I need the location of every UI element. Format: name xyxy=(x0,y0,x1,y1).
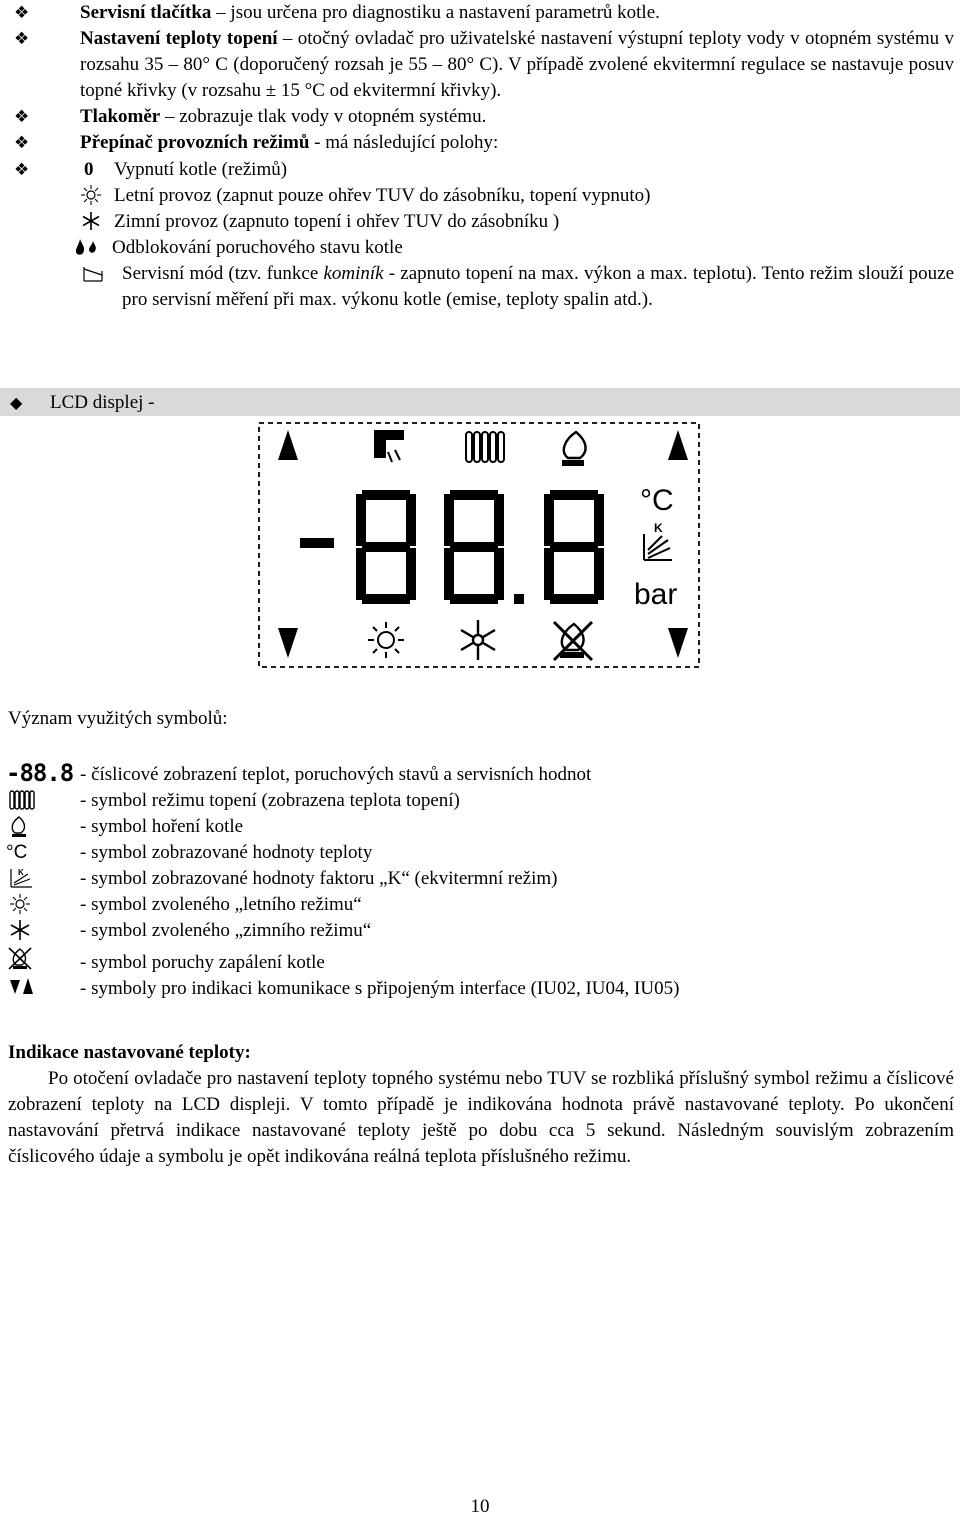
k-factor-icon xyxy=(6,866,70,890)
legend-item-ignition-fault: - symbol poruchy zapálení kotle xyxy=(80,952,325,973)
lcd-digit-3 xyxy=(544,490,604,604)
lcd-digit-1 xyxy=(356,490,416,604)
svg-text:K: K xyxy=(18,868,24,877)
diamond-bullet-icon: ❖ xyxy=(14,107,30,127)
lcd-up-arrow-right-icon xyxy=(668,430,688,460)
legend-item-k-factor: - symbol zobrazované hodnoty faktoru „K“ (ekvitermní režim) xyxy=(80,868,558,889)
legend-item-celsius: - symbol zobrazované hodnoty teploty xyxy=(80,842,373,863)
legend-item-sun: - symbol zvoleného „letního režimu“ xyxy=(80,894,362,915)
prepinac-text: - má následující polohy: xyxy=(309,132,499,153)
radiator-icon xyxy=(6,788,70,812)
lcd-down-arrow-right-icon xyxy=(668,628,688,658)
bullet-nastaveni xyxy=(80,26,954,104)
mode-unlock-text: Odblokování poruchového stavu kotle xyxy=(112,237,403,258)
lcd-up-arrow-left-icon xyxy=(278,430,298,460)
snowflake-icon xyxy=(6,918,70,942)
lcd-digits xyxy=(300,490,604,604)
bullet-servis xyxy=(80,0,954,26)
mode-off-text: Vypnutí kotle (režimů) xyxy=(114,159,288,180)
legend-item-snowflake: - symbol zvoleného „zimního režimu“ xyxy=(80,920,372,941)
mode-summer-text: Letní provoz (zapnut pouze ohřev TUV do zásobníku, topení vypnuto) xyxy=(114,185,651,206)
lcd-snowflake-icon xyxy=(461,620,495,660)
snowflake-icon xyxy=(76,209,106,233)
lcd-minus-segment xyxy=(300,538,334,548)
prepinac-title: Přepínač provozních režimů xyxy=(80,132,310,153)
diamond-bullet-icon: ❖ xyxy=(14,133,30,153)
indikace-title: Indikace nastavované teploty: xyxy=(8,1042,251,1063)
diamond-bullet-icon: ❖ xyxy=(14,29,30,49)
lcd-k-factor-icon xyxy=(644,521,672,560)
flame-icon xyxy=(6,814,70,838)
lcd-flame-icon xyxy=(562,432,586,466)
lcd-unit-celsius: °C xyxy=(640,484,674,517)
lcd-decimal-point xyxy=(514,594,524,604)
legend-item-flame: - symbol hoření kotle xyxy=(80,816,244,837)
nastaveni-text: – otočný ovladač pro uživatelské nastavení výstupní teploty vody v otopném systému v rozsahu 35 – 80° C (doporučený rozsah je 55 – 80° C). V případě zvolené ekvitermní regulace se nastavuje posuv topné křivky (v rozsahu ± 15 °C od ekvitermní křivky). xyxy=(80,28,954,101)
legend-item-radiator: - symbol režimu topení (zobrazena teplota topení) xyxy=(80,790,460,811)
mode-off-symbol: 0 xyxy=(84,159,94,180)
mode-service-text: Servisní mód (tzv. funkce kominík - zapnuto topení na max. výkon a max. teplotu). Tento režim slouží pouze pro servisní měření při max. výkonu kotle (emise, teploty spalin atd.). xyxy=(122,263,955,310)
diamond-icon: ◆ xyxy=(10,393,23,412)
page-number: 10 xyxy=(470,1496,490,1517)
indikace-paragraph: Po otočení ovladače pro nastavení teploty topného systému nebo TUV se rozbliká příslušný symbol režimu a číslicové zobrazení teploty na LCD displeji. V tomto případě je indikována hodnota právě nastavované teploty. Po ukončení nastavování přetrvá indikace nastavované teploty ještě po dobu cca 5 sekund. Následným souvislým zobrazením číslicového údaje a symbolu je opět indikována reálná teplota příslušného režimu. xyxy=(8,1068,954,1167)
lcd-unit-bar: bar xyxy=(634,578,678,611)
tlakomer-title: Tlakoměr xyxy=(80,106,161,127)
water-drops-icon xyxy=(72,235,102,259)
sun-icon xyxy=(6,892,70,916)
svg-text:K: K xyxy=(654,521,663,535)
lcd-sun-icon xyxy=(368,622,404,658)
servis-title: Servisní tlačítka xyxy=(80,2,212,23)
legend-item-communication: - symboly pro indikaci komunikace s připojeným interface (IU02, IU04, IU05) xyxy=(80,978,680,999)
nastaveni-title: Nastavení teploty topení xyxy=(80,28,278,49)
digits-icon: -88.8 xyxy=(6,759,74,787)
ignition-fault-icon xyxy=(6,946,70,970)
legend-item-digits: - číslicové zobrazení teplot, poruchových stavů a servisních hodnot xyxy=(80,764,592,785)
sun-icon xyxy=(76,183,106,207)
bullet-tlakomer xyxy=(80,104,954,130)
lcd-digit-2 xyxy=(444,490,504,604)
bullet-prepinac xyxy=(80,130,954,156)
service-mode-icon xyxy=(78,261,108,285)
communication-arrows-icon xyxy=(6,974,70,998)
kominik-italic: kominík xyxy=(323,263,384,284)
legend-title: Význam využitých symbolů: xyxy=(8,708,228,729)
servis-text: – jsou určena pro diagnostiku a nastavení parametrů kotle. xyxy=(211,2,660,23)
diamond-bullet-icon: ❖ xyxy=(14,3,30,23)
mode-winter-text: Zimní provoz (zapnuto topení i ohřev TUV do zásobníku ) xyxy=(114,211,560,232)
celsius-icon: °C xyxy=(6,842,28,863)
lcd-tap-icon xyxy=(374,430,404,462)
tlakomer-text: – zobrazuje tlak vody v otopném systému. xyxy=(160,106,487,127)
lcd-ignition-fault-icon xyxy=(554,622,592,660)
diamond-bullet-icon: ❖ xyxy=(14,160,30,180)
lcd-display xyxy=(258,422,700,668)
lcd-section-title: LCD displej - xyxy=(50,392,155,413)
lcd-radiator-icon xyxy=(466,432,504,462)
lcd-down-arrow-left-icon xyxy=(278,628,298,658)
